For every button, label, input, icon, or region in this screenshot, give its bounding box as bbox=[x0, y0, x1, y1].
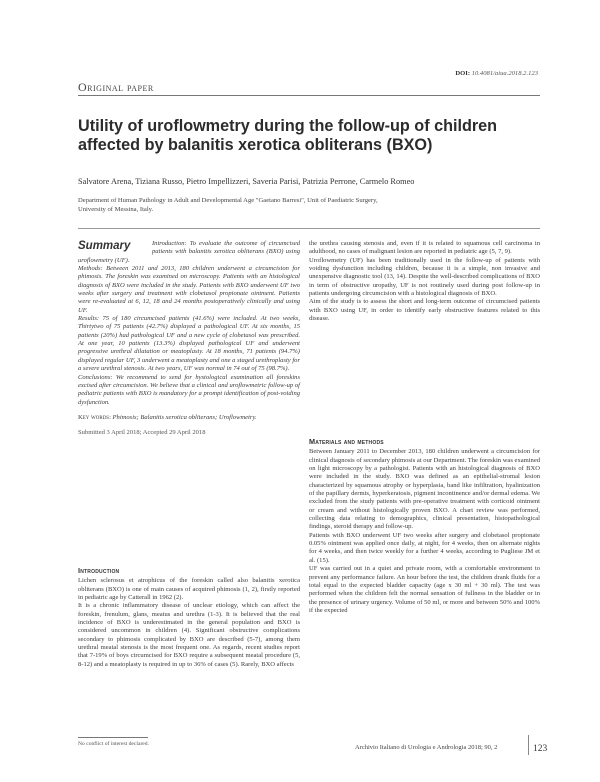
footnote-divider bbox=[78, 737, 148, 738]
article-affiliation: Department of Human Pathology in Adult and Developmental Age "Gaetano Barresi", Unit of Paediatric Surgery, University of Messina, Italy. bbox=[78, 197, 378, 213]
summary-heading: Summary bbox=[78, 240, 131, 252]
section-label: Original paper bbox=[78, 80, 154, 94]
doi-label: DOI: bbox=[455, 70, 471, 77]
methods-paragraph-2: Patients with BXO underwent UF two weeks after surgery and clobetasol propionate 0.05% ointment was applied once daily, at night, for 4 weeks, then on alternate nights for 4 weeks, and then twice weekly for a further 4 weeks, according to Pugliese JM et al. (15). bbox=[309, 531, 540, 564]
footer-separator bbox=[528, 735, 529, 755]
methods-paragraph-1: Between January 2011 to December 2013, 180 children underwent a circumcision for clinical diagnosis of secondary phimosis at our Department. The foreskin was examined on light microscopy by a pathologist. Patients with an histological diagnosis of BXO were included in the study. BXO was defined as an epithelial-stromal lesion characterized by squamous atrophy or hyperplasia, band like infiltration, hyalinization of the papillary dermis, hyperkeratosis, pigment incontinence and/or dermal edema. We excluded from the study patients with pre-operative treatment with corticoid ointment or cream and without histologically proven BXO. A chart review was performed, collecting data relating to demographics, clinical presentation, histopathological findings, steroid therapy and follow-up. bbox=[309, 448, 540, 531]
introduction-section bbox=[78, 567, 300, 669]
summary-introduction: Introduction: To evaluate the outcome of circumcised patients with balanitis xerotica obliterans (BXO) using uroflowmetry (UF). bbox=[78, 240, 300, 264]
summary-block bbox=[78, 240, 300, 438]
introduction-heading: Introduction bbox=[78, 566, 120, 575]
methods-heading: Materials and methods bbox=[309, 437, 384, 446]
right-column-intro bbox=[309, 240, 540, 323]
methods-paragraph-3: UF was carried out in a quiet and private room, with a comfortable environment to prevent any performance failure. An hour before the test, the children drank fluids for a total equal to the expected bladder capacity (age x 30 ml + 30 ml). The test was performed when the children felt the normal sensation of fullness in the bladder or in the presence of urinary urgency. Volume of 50 ml, or more and between 50% and 100% if the expected bbox=[309, 565, 540, 614]
doi[interactable] bbox=[420, 70, 538, 77]
methods-section bbox=[309, 438, 540, 615]
journal-citation: Archivio Italiano di Urologia e Andrologia 2018; 90, 2 bbox=[355, 744, 498, 751]
summary-results: Results: 75 of 180 circumcised patients (41.6%) were included. At two weeks, Thirtytwo of 75 patients (42.7%) displayed a pathological UF. At six months, 15 patients (20%) had pathological UF and a new cycle of clobetasol was prescribed. At one year, 10 patients (13.3%) displayed pathological UF and underwent progressive urethral dilatation or meatoplasty. At 18 months, 71 patients (94.7%) displayed regular UF, 3 underwent a meatoplasty and one a staged urethroplasty for a severe urethral stenosis. At two years, UF was normal in 74 out of 75 (98.7%). bbox=[78, 315, 300, 373]
footnote: No conflict of interest declared. bbox=[78, 741, 149, 747]
summary-methods: Methods: Between 2011 and 2013, 180 children underwent a circumcision for phimosis. The foreskin was examined on microscopy. Patients with an histological diagnosis of BXO were included in the study. Patients with BXO underwent UF two weeks after surgery and treatment with clobetasol propionate ointment. Patients were re-evaluated at 6, 12, 18 and 24 months postoperatively clinically and using UF. bbox=[78, 265, 300, 314]
article-authors: Salvatore Arena, Tiziana Russo, Pietro Impellizzeri, Saveria Parisi, Patrizia Perrone, Carmelo Romeo bbox=[78, 177, 415, 186]
doi-value[interactable]: 10.4081/aiua.2018.2.123 bbox=[471, 70, 538, 77]
aim-paragraph: Aim of the study is to assess the short and long-term outcome of circumcised patients with BXO using UF, in order to identify early obstructive features related to this disease. bbox=[309, 298, 540, 323]
header-divider bbox=[78, 95, 540, 96]
key-words bbox=[78, 414, 300, 422]
page-number: 123 bbox=[533, 744, 548, 754]
article-title: Utility of uroflowmetry during the follow-up of children affected by balanitis xerotica obliterans (BXO) bbox=[78, 117, 498, 154]
introduction-paragraph-1: Lichen sclerosus et atrophicus of the foreskin called also balanitis xerotica obliterans (BXO) is one of main causes of acquired phimosis (1, 2), firstly reported in pediatric age by Catterall in 1962 (2). bbox=[78, 577, 300, 602]
submission-dates: Submitted 3 April 2018; Accepted 29 April 2018 bbox=[78, 429, 206, 437]
uroflowmetry-paragraph: Uroflowmetry (UF) has been traditionally used in the follow-up of patients with voiding dysfunction including children, because it is a simple, non invasive and unexpensive diagnostic tool (13, 14). Despite the well-described complications of BXO in term of obstructive uropathy, UF is not routinely used during post follow-up in patients undergoing circumcision with a histological diagnosis of BXO. bbox=[309, 256, 540, 298]
summary-conclusions: Conclusions: We recommend to send for hystological examination all foreskins excised after circumcision. We believe that a clinical and uroflowmetric follow-up of pediatric patients with BXO is mandatory for a prompt identification of post-voiding dysfunction. bbox=[78, 373, 300, 406]
key-words-text: Phimosis; Balanitis xerotica obliterans; Uroflowmetry. bbox=[112, 413, 257, 421]
title-divider bbox=[78, 228, 540, 229]
introduction-paragraph-2: It is a chronic inflammatory disease of unclear etiology, which can affect the foreskin, frenulum, glans, meatus and urethra (1-3). It is believed that the real incidence of BXO is underestimated in the general population and BXO is considered uncommon in children (4). Significant obstructive complications secondary to phimosis complicated by BXO are described (5-7), among them urethral meatal stenosis is the most frequent one. As regards, recent studies report that 7-19% of boys circumcised for BXO require a subsequent meatal procedure (5, 8-12) and a meatoplasty is required in up to 36% of cases (5). Rarely, BXO affects bbox=[78, 602, 300, 668]
intro-continued-paragraph: the urethra causing stenosis and, even if it is related to squamous cell carcinoma in adulthood, no cases of malignant lesion are reported in pediatric age (5, 7, 9). bbox=[309, 240, 540, 256]
key-words-label: Key words: bbox=[78, 413, 111, 421]
